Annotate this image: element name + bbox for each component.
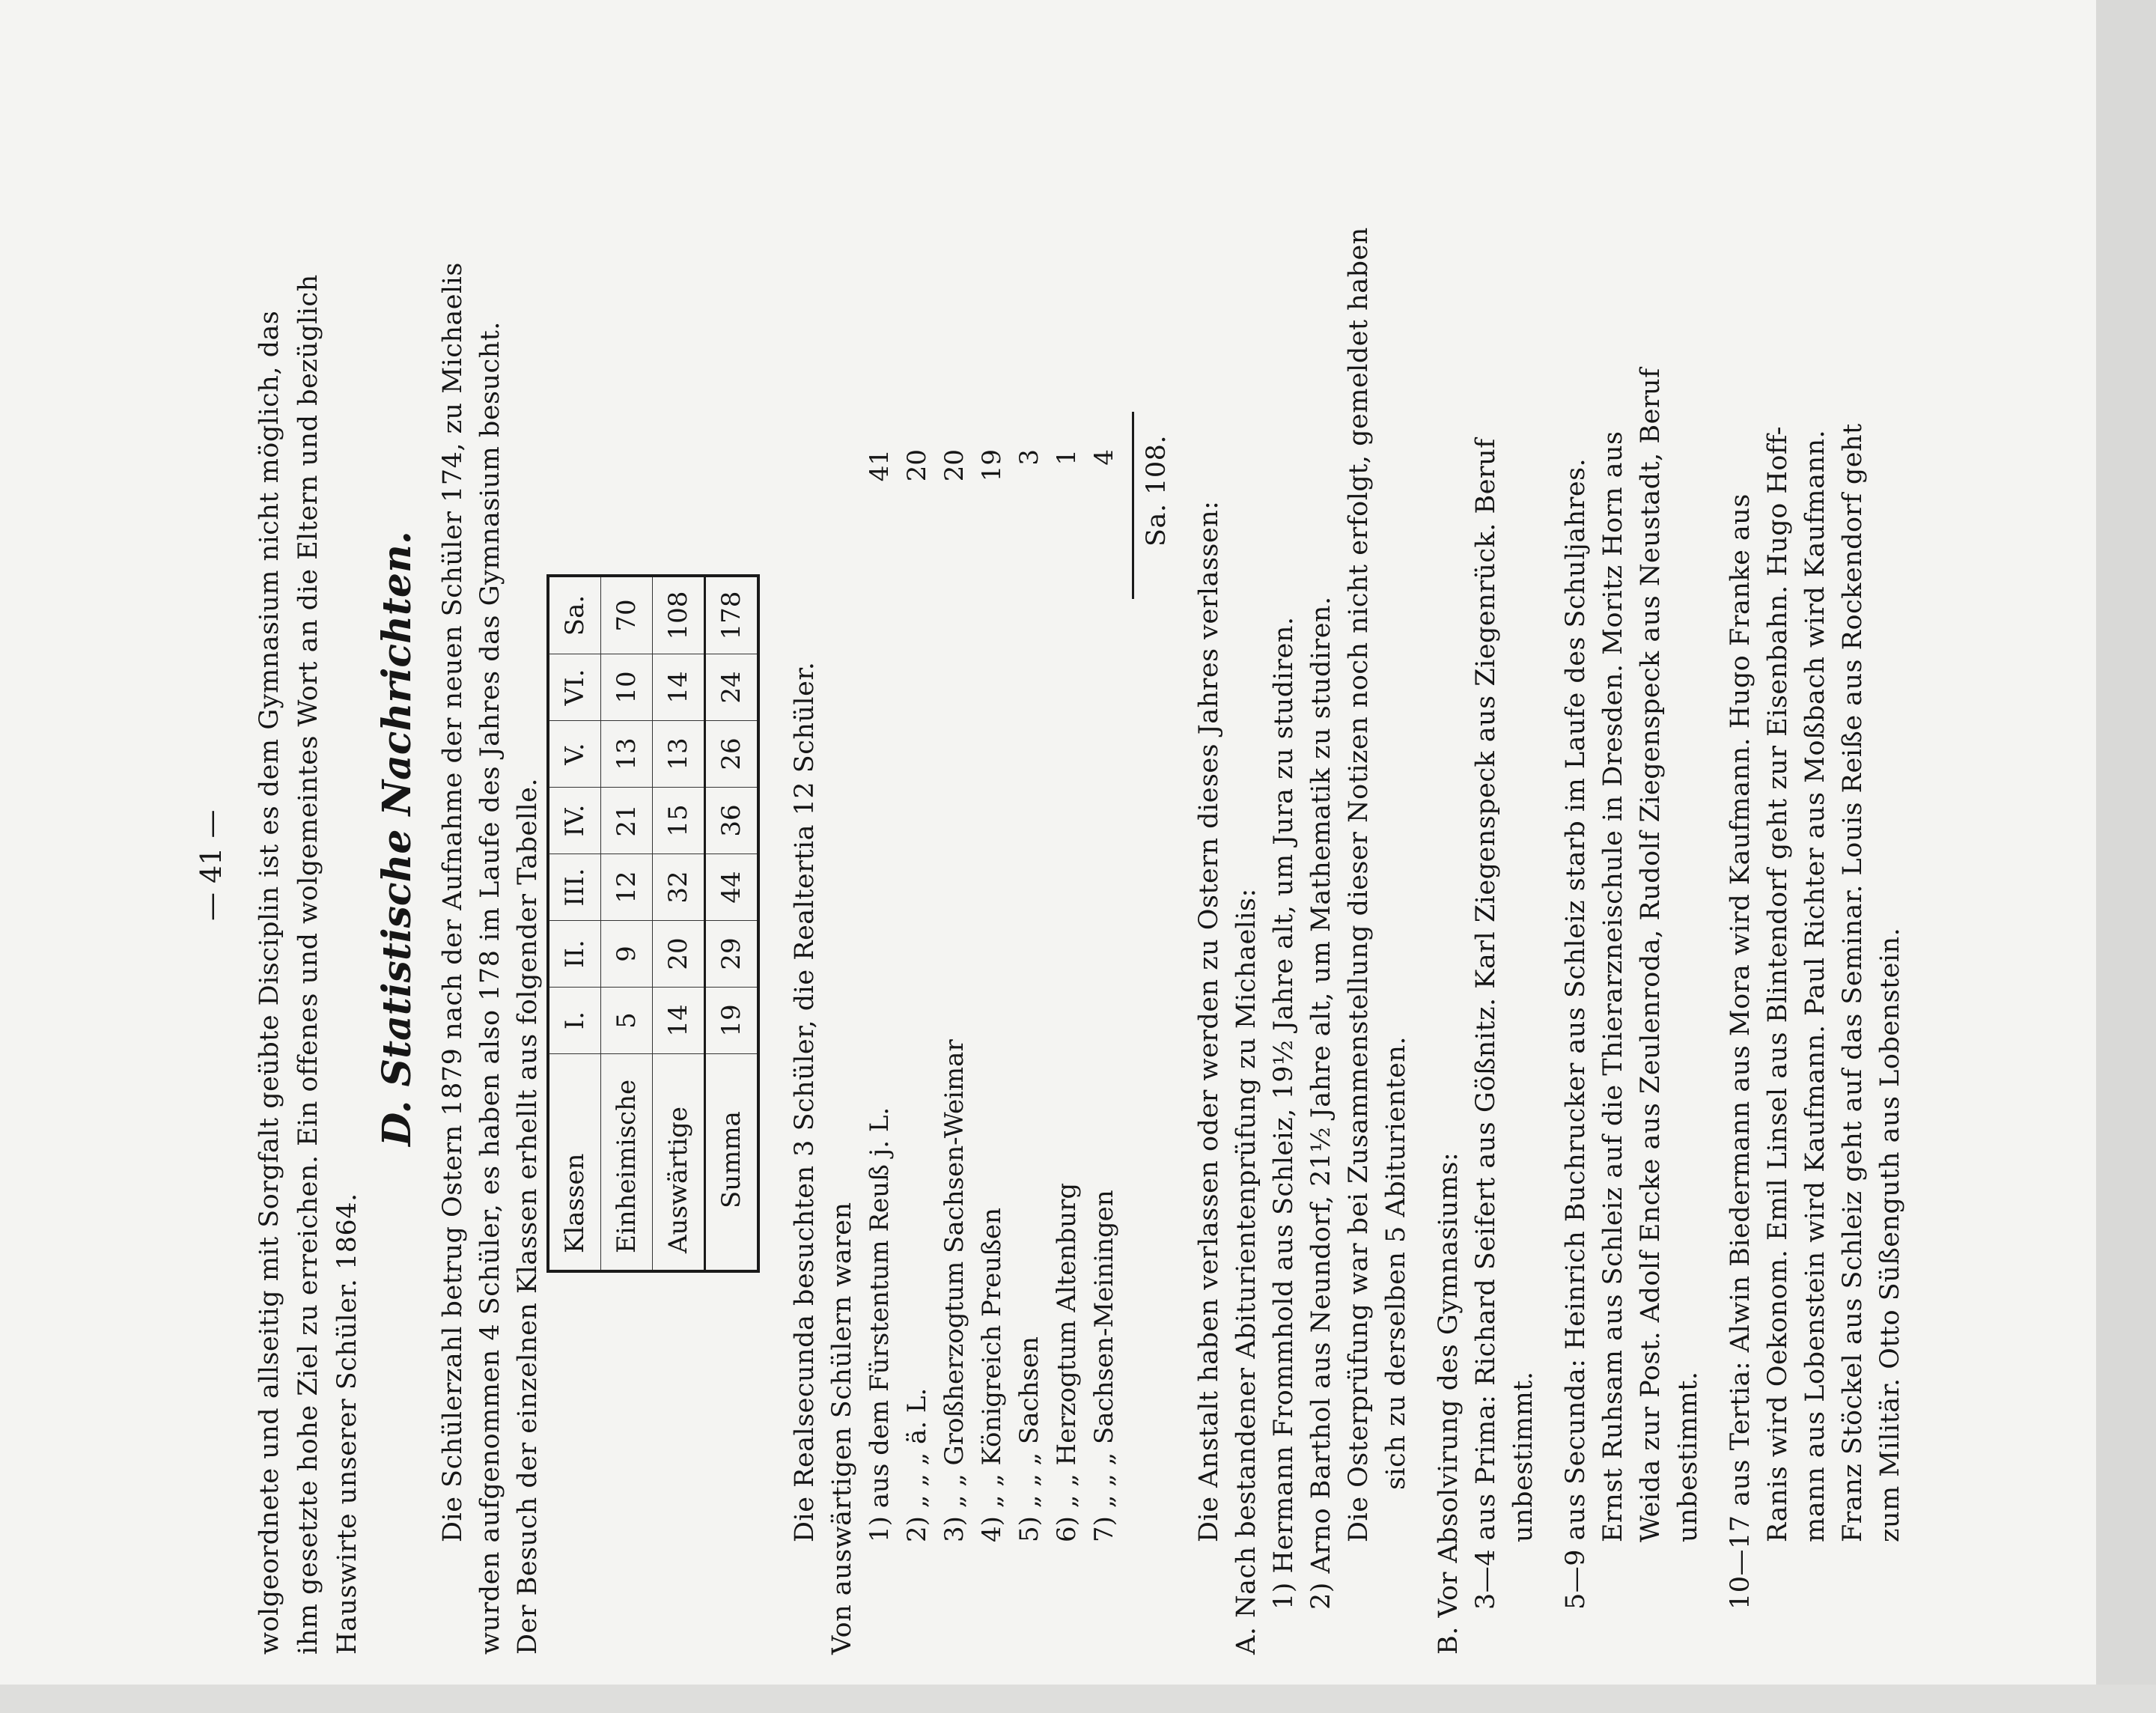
paragraph-line: Die Realsecunda besuchten 3 Schüler, die Realtertia 12 Schüler. <box>790 661 820 1542</box>
graduate-line: 2) Arno Barthol aus Neundorf, 21½ Jahre alt, um Mathematik zu studiren. <box>1306 596 1336 1610</box>
departure-line: unbestimmt. <box>1508 1371 1538 1542</box>
table-header-cell: Sa. <box>548 576 601 654</box>
origin-label: 5) „ „ „ Sachsen <box>1014 1336 1044 1542</box>
paragraph-line: Der Besuch der einzelnen Klassen erhellt aus folgender Tabelle. <box>513 778 543 1655</box>
table-row <box>653 576 705 1271</box>
page-number: — 41 — <box>195 809 228 921</box>
origin-value: 3 <box>1014 449 1044 466</box>
departure-line: Ranis wird Oekonom. Emil Linsel aus Blintendorf geht zur Eisenbahn. Hugo Hoff- <box>1763 426 1793 1542</box>
table-cell: 21 <box>601 788 653 854</box>
rotated-page-content <box>187 22 2149 1655</box>
origin-value: 4 <box>1089 449 1119 466</box>
departure-line: mann aus Lobenstein wird Kaufmann. Paul Richter aus Moßbach wird Kaufmann. <box>1800 429 1830 1542</box>
table-cell: 14 <box>653 654 705 721</box>
table-cell: 13 <box>653 721 705 788</box>
origin-value: 20 <box>902 449 932 482</box>
table-row-label: Summa <box>705 1054 759 1272</box>
table-cell: 44 <box>705 854 759 921</box>
paragraph-line: Von auswärtigen Schülern waren <box>827 1202 857 1655</box>
scanner-edge-bottom <box>0 1685 2156 1713</box>
departure-line: Ernst Ruhsam aus Schleiz auf die Thierarzneischule in Dresden. Moritz Horn aus <box>1598 430 1628 1542</box>
class-statistics-table <box>546 574 760 1273</box>
departure-line: 5—9 aus Secunda: Heinrich Buchrucker aus Schleiz starb im Laufe des Schuljahres. <box>1561 457 1591 1610</box>
table-header-cell: IV. <box>548 788 601 854</box>
origin-label: 7) „ „ „ Sachsen-Meiningen <box>1089 1190 1119 1542</box>
graduate-line: 1) Hermann Frommhold aus Schleiz, 19½ Jahre alt, um Jura zu studiren. <box>1269 616 1299 1610</box>
table-cell: 178 <box>705 576 759 654</box>
paragraph-line: wurden aufgenommen 4 Schüler, es haben also 178 im Laufe des Jahres das Gymnasium besucht. <box>475 321 505 1655</box>
origin-label: 3) „ „ Großherzogtum Sachsen-Weimar <box>940 1039 969 1542</box>
departure-line: 10—17 aus Tertia: Alwin Biedermann aus Mora wird Kaufmann. Hugo Franke aus <box>1726 493 1755 1610</box>
origin-label: 1) aus dem Fürstentum Reuß j. L. <box>865 1107 895 1542</box>
departure-line: unbestimmt. <box>1673 1371 1703 1542</box>
table-cell: 24 <box>705 654 759 721</box>
paragraph-line: Die Schülerzahl betrug Ostern 1879 nach der Aufnahme der neuen Schüler 174, zu Michaelis <box>438 262 468 1542</box>
table-total-row <box>705 576 759 1271</box>
table-cell: 5 <box>601 988 653 1054</box>
section-heading: D. Statistische Nachrichten. <box>374 531 420 1146</box>
table-header-cell: III. <box>548 854 601 921</box>
table-cell: 108 <box>653 576 705 654</box>
intro-line: wolgeordnete und allseitig mit Sorgfalt geübte Disciplin ist es dem Gymnasium nicht möglich, das <box>255 310 284 1655</box>
table-cell: 12 <box>601 854 653 921</box>
origin-value: 41 <box>865 449 895 482</box>
origin-label: 4) „ „ Königreich Preußen <box>977 1208 1007 1542</box>
table-cell: 10 <box>601 654 653 721</box>
table-row-label: Einheimische <box>601 1054 653 1272</box>
table-cell: 70 <box>601 576 653 654</box>
table-header-row <box>548 576 601 1271</box>
paragraph-line: Die Osterprüfung war bei Zusammenstellung dieser Notizen noch nicht erfolgt, gemeldet haben <box>1344 227 1374 1542</box>
table-row-label: Auswärtige <box>653 1054 705 1272</box>
intro-line: ihm gesetzte hohe Ziel zu erreichen. Ein offenes und wolgemeintes Wort an die Eltern und bezüglich <box>293 274 323 1655</box>
origin-label: 6) „ „ Herzogtum Altenburg <box>1052 1182 1082 1542</box>
subheading-line: B. Vor Absolvirung des Gymnasiums: <box>1434 1151 1464 1655</box>
table-cell: 26 <box>705 721 759 788</box>
origin-value: 19 <box>977 449 1007 482</box>
table-row <box>601 576 653 1271</box>
table-cell: 13 <box>601 721 653 788</box>
table-header-cell: VI. <box>548 654 601 721</box>
table-header-cell: I. <box>548 988 601 1054</box>
paragraph-line: Die Anstalt haben verlassen oder werden zu Ostern dieses Jahres verlassen: <box>1194 500 1224 1542</box>
table-cell: 19 <box>705 988 759 1054</box>
table-header-cell: V. <box>548 721 601 788</box>
subheading-line: A. Nach bestandener Abiturientenprüfung zu Michaelis: <box>1231 888 1261 1655</box>
table-cell: 36 <box>705 788 759 854</box>
departure-line: zum Militär. Otto Süßenguth aus Lobenstein. <box>1875 927 1905 1542</box>
intro-line: Hauswirte unserer Schüler. 1864. <box>332 1193 362 1655</box>
origin-label: 2) „ „ „ ä. L. <box>902 1387 932 1542</box>
table-cell: 29 <box>705 921 759 988</box>
table-header-cell: Klassen <box>548 1054 601 1272</box>
paragraph-line: sich zu derselben 5 Abiturienten. <box>1381 1035 1411 1490</box>
table-cell: 32 <box>653 854 705 921</box>
table-header-cell: II. <box>548 921 601 988</box>
origin-value: 20 <box>940 449 969 482</box>
departure-line: Weida zur Post. Adolf Encke aus Zeulenroda, Rudolf Ziegenspeck aus Neustadt, Beruf <box>1636 368 1666 1542</box>
table-cell: 14 <box>653 988 705 1054</box>
sum-rule-line <box>1132 412 1134 599</box>
departure-line: Franz Stöckel aus Schleiz geht auf das Seminar. Louis Reiße aus Rockendorf geht <box>1838 423 1868 1542</box>
table-cell: 9 <box>601 921 653 988</box>
departure-line: 3—4 aus Prima: Richard Seifert aus Gößnitz. Karl Ziegenspeck aus Ziegenrück. Beruf <box>1471 438 1501 1610</box>
table-cell: 20 <box>653 921 705 988</box>
table-cell: 15 <box>653 788 705 854</box>
origin-value: 1 <box>1052 449 1082 466</box>
origin-total: Sa. 108. <box>1142 434 1172 547</box>
